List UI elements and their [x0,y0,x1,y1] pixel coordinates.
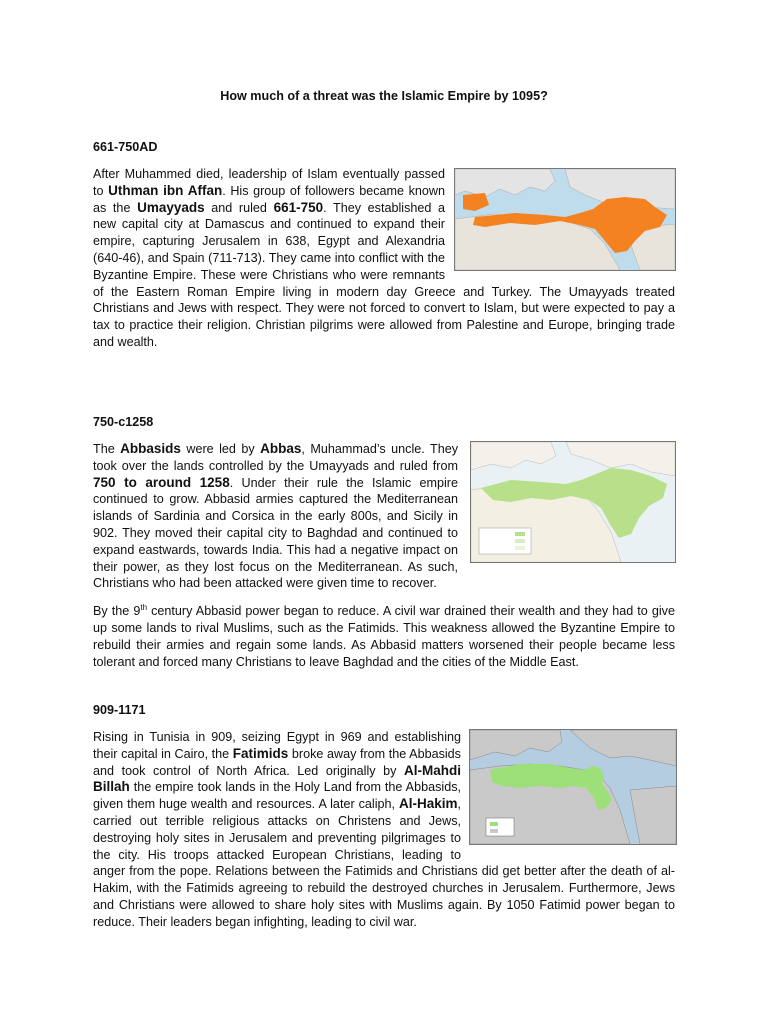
image-float-spacer [445,166,675,270]
para-text: and ruled [204,200,274,215]
abbasids-name: Abbasids [120,441,181,456]
al-mahdi-name: Al-Mahdi Billah [93,762,461,795]
para-text: After Muhammed died, leadership of Islam eventually passed to [93,167,445,198]
section-2-paragraph-1 [93,441,458,592]
para-text: . His group of followers became known as the [93,183,446,215]
fatimids-name: Fatimids [232,745,289,761]
section-2-paragraph-2 [93,600,675,670]
uthman-name: Uthman ibn Affan [108,182,223,198]
section-1-paragraph [93,166,675,351]
para-text: , Muhammad’s uncle. They took over the lands controlled by the Umayyads and ruled from [93,442,458,473]
para-text: the empire took lands in the Holy Land from the Abbasids, given them huge wealth and resources. A later caliph, [93,780,461,812]
image-float-spacer [461,729,675,847]
ordinal-suffix: th [140,603,148,612]
abbasid-map [470,441,676,563]
section-heading-909-1171: 909-1171 [93,703,146,717]
section-heading-750-c1258: 750-c1258 [93,415,154,429]
al-hakim-name: Al-Hakim [398,796,458,812]
para-text: century Abbasid power began to reduce. A civil war drained their wealth and they had to give up some lands to rival Muslims, such as the Fatimids. This weakness allowed the Byzantine Empire to rebuild their armies and regain some lands. As Abbasid matters worsened their people became less tolerant and forced many Christians to leave Baghdad and the cities of the Middle East. [93,604,675,669]
section-3-paragraph [93,729,675,931]
abbasid-map-image [471,442,675,562]
para-text: The [93,442,121,456]
para-text: , carried out terrible religious attacks on Christens and Jews, destroying holy sites in Jerusalem and preventing pilgrimages to the city. His troops attacked European Christians, leading to anger from the pope. Relations between the Fatimids and Christians did get better after the death of al-Hakim, with the Fatimids agreeing to rebuild the destroyed churches in Jerusalem. Furthermore, Jews and Christians were allowed to share holy sites with Muslims again. By 1050 Fatimid power began to reduce. Their leaders began infighting, leading to civil war. [93,797,675,929]
abbasid-dates: 750 to around 1258 [93,474,230,490]
para-text: . They established a new capital city at Damascus and continued to expand their empire, capturing Jerusalem in 638, Egypt and Alexandria (640-46), and Spain (711-713). They came into conflict with the Byzantine Empire. These were Christians who were remnants of the Eastern Roman Empire living in modern day Greece and Turkey. The Umayyads treated Christians and Jews with respect. They were not forced to convert to Islam, but were expected to pay a tax to practice their religion. Christian pilgrims were allowed from Palestine and Europe, bringing trade and wealth. [93,200,675,349]
para-text: . Under their rule the Islamic empire continued to grow. Abbasid armies captured the Mediterranean islands of Sardinia and Corsica in the early 800s, and Sicily in 902. They moved their capital city to Baghdad and continued to expand eastwards, towards India. This had a negative impact on their power, as they lost focus on the Mediterranean. As such, Christians who had been attacked were given time to recover. [93,475,458,591]
umayyads-name: Umayyads [137,199,205,215]
para-text: broke away from the Abbasids and took control of North Africa. Led originally by [93,746,461,778]
para-text: By the 9 [93,604,141,619]
umayyad-dates: 661-750 [273,199,324,215]
page-title: How much of a threat was the Islamic Empire by 1095? [220,89,548,103]
section-heading-661-750: 661-750AD [93,140,158,154]
abbas-name: Abbas [260,441,302,456]
para-text: were led by [180,442,261,456]
para-text: Rising in Tunisia in 909, seizing Egypt in 969 and establishing their capital in Cairo, the [93,730,461,761]
